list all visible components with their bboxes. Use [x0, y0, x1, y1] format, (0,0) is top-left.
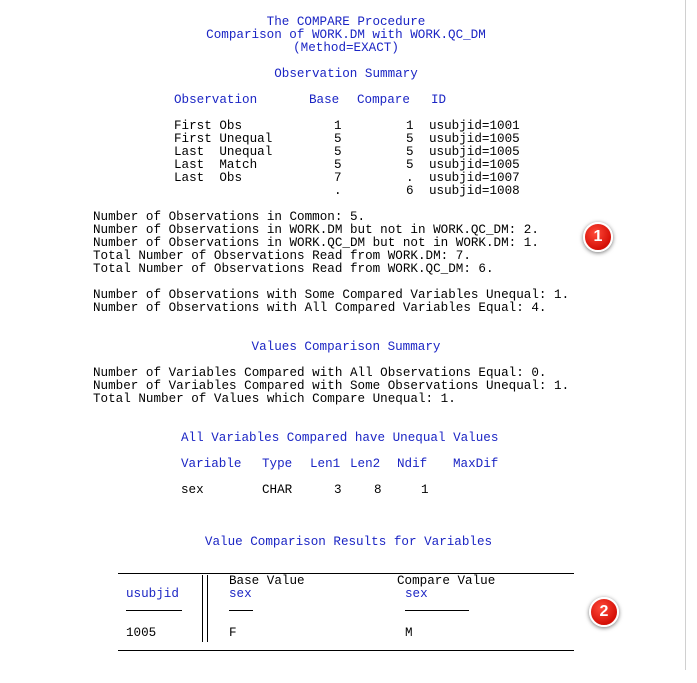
obs-count-line: Total Number of Observations Read from WORK.DM: 7. — [93, 249, 471, 263]
column-underline — [126, 610, 182, 611]
results-title: Value Comparison Results for Variables — [204, 535, 493, 549]
obs-row-base: 7 — [334, 171, 342, 185]
results-top-rule — [118, 573, 574, 574]
values-summary-title: Values Comparison Summary — [251, 340, 441, 354]
obs-row-base: 5 — [334, 145, 342, 159]
obs-header-id: ID — [431, 93, 447, 107]
obs-row-id: usubjid=1005 — [429, 132, 520, 146]
unequal-vars-title: All Variables Compared have Unequal Values — [181, 431, 499, 445]
obs-row-compare: 6 — [406, 184, 414, 198]
obs-row-compare: 1 — [406, 119, 414, 133]
obs-row-id: usubjid=1001 — [429, 119, 520, 133]
obs-count-line: Total Number of Observations Read from WORK.QC_DM: 6. — [93, 262, 494, 276]
values-summary-line: Number of Variables Compared with All Observations Equal: 0. — [93, 366, 547, 380]
result-row-base-value: F — [229, 626, 237, 640]
column-underline — [229, 610, 253, 611]
callout-badge-2: 2 — [589, 597, 619, 627]
obs-row-base: 1 — [334, 119, 342, 133]
obs-header-base: Base — [309, 93, 340, 107]
procedure-title: The COMPARE Procedure — [266, 15, 426, 29]
obs-header-compare: Compare — [357, 93, 410, 107]
comparison-subtitle: Comparison of WORK.DM with WORK.QC_DM — [206, 28, 486, 42]
result-row-usubjid: 1005 — [126, 626, 157, 640]
obs-row-base: . — [334, 184, 342, 198]
var-row-variable: sex — [181, 483, 204, 497]
compare-sex-column-header: sex — [405, 587, 428, 601]
result-row-compare-value: M — [405, 626, 413, 640]
results-separator — [207, 575, 208, 642]
callout-badge-1: 1 — [583, 222, 613, 252]
obs-count-line: Number of Observations in WORK.DM but not in WORK.QC_DM: 2. — [93, 223, 539, 237]
var-header-type: Type — [262, 457, 293, 471]
results-bottom-rule — [118, 650, 574, 651]
var-header-maxdif: MaxDif — [453, 457, 499, 471]
observation-summary-title: Observation Summary — [274, 67, 418, 81]
obs-count-line: Number of Observations in WORK.QC_DM but not in WORK.DM: 1. — [93, 236, 539, 250]
obs-row-compare: 5 — [406, 145, 414, 159]
var-row-type: CHAR — [262, 483, 293, 497]
column-underline — [405, 610, 469, 611]
obs-row-base: 5 — [334, 132, 342, 146]
obs-row-label: Last Obs — [174, 171, 243, 185]
obs-row-base: 5 — [334, 158, 342, 172]
obs-row-id: usubjid=1008 — [429, 184, 520, 198]
var-header-len2: Len2 — [350, 457, 381, 471]
base-sex-column-header: sex — [229, 587, 252, 601]
base-value-header: Base Value — [229, 574, 305, 588]
var-row-ndif: 1 — [421, 483, 429, 497]
results-separator — [202, 575, 203, 642]
obs-row-label: First Unequal — [174, 132, 273, 146]
obs-row-label: Last Unequal — [174, 145, 273, 159]
obs-count-line: Number of Observations in Common: 5. — [93, 210, 366, 224]
obs-header-observation: Observation — [174, 93, 258, 107]
usubjid-column-header: usubjid — [126, 587, 179, 601]
var-row-len1: 3 — [334, 483, 342, 497]
obs-row-id: usubjid=1007 — [429, 171, 520, 185]
obs-row-label: First Obs — [174, 119, 243, 133]
var-header-variable: Variable — [181, 457, 242, 471]
obs-row-compare: 5 — [406, 132, 414, 146]
var-row-len2: 8 — [374, 483, 382, 497]
obs-row-id: usubjid=1005 — [429, 145, 520, 159]
obs-row-id: usubjid=1005 — [429, 158, 520, 172]
values-summary-line: Total Number of Values which Compare Unequal: 1. — [93, 392, 456, 406]
compare-value-header: Compare Value — [397, 574, 496, 588]
obs-compare-line: Number of Observations with Some Compared Variables Unequal: 1. — [93, 288, 570, 302]
values-summary-line: Number of Variables Compared with Some Observations Unequal: 1. — [93, 379, 570, 393]
obs-compare-line: Number of Observations with All Compared Variables Equal: 4. — [93, 301, 547, 315]
obs-row-compare: . — [406, 171, 414, 185]
var-header-len1: Len1 — [310, 457, 341, 471]
var-header-ndif: Ndif — [397, 457, 428, 471]
method-label: (Method=EXACT) — [293, 41, 399, 55]
obs-row-compare: 5 — [406, 158, 414, 172]
obs-row-label: Last Match — [174, 158, 258, 172]
